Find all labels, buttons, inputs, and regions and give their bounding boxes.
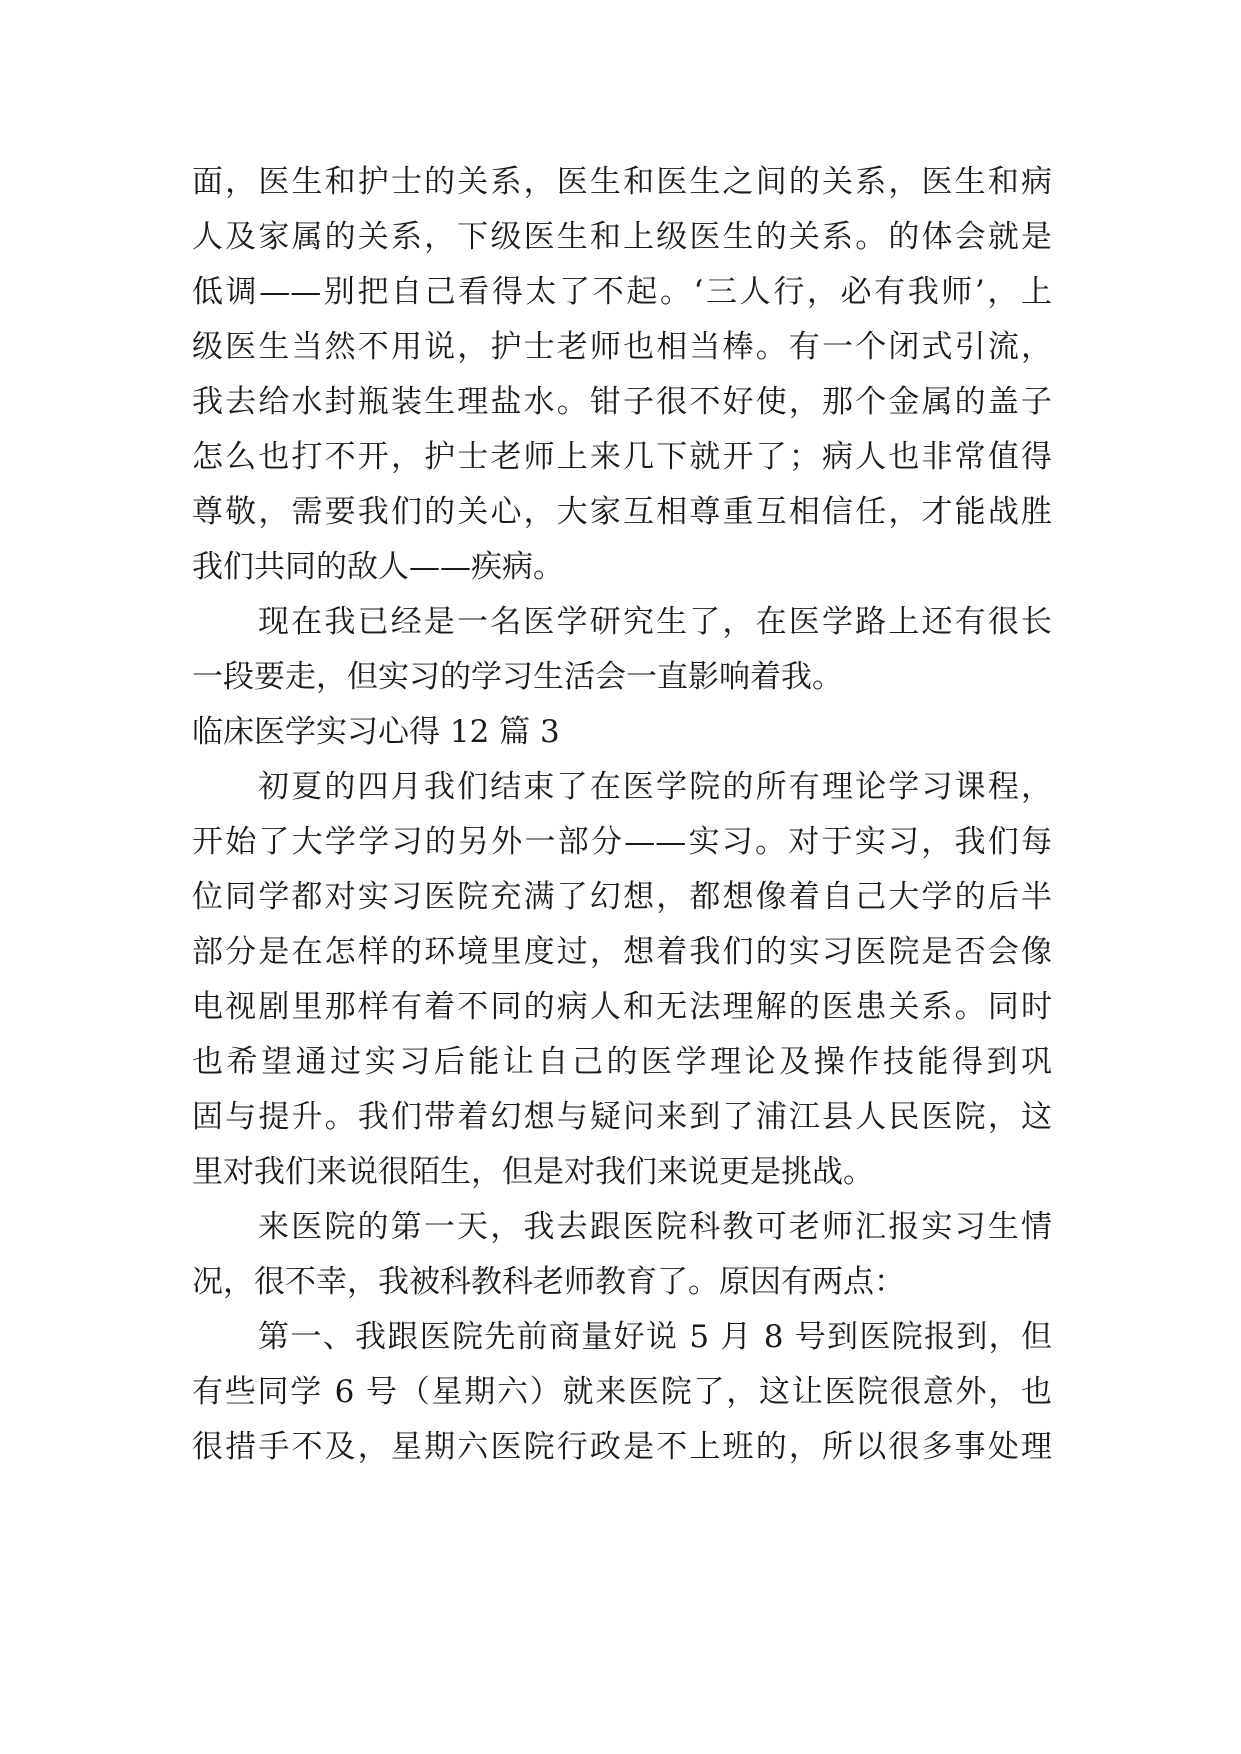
paragraph-first-line: 现在我已经是一名医学研究生了，在医学路上还有很长 [258, 604, 1052, 640]
paragraph-first-line: 来医院的第一天，我去跟医院科教可老师汇报实习生情 [258, 1209, 1052, 1245]
paragraph-first-line: 初夏的四月我们结束了在医学院的所有理论学习课程， [258, 769, 1052, 805]
paragraph-first-line: 第一、我跟医院先前商量好说 5 月 8 号到医院报到，但 [258, 1319, 1052, 1355]
text-line: 里对我们来说很陌生，但是对我们来说更是挑战。 [192, 1154, 874, 1190]
text-line: 面，医生和护士的关系，医生和医生之间的关系，医生和病 [192, 164, 1052, 200]
text-line: 固与提升。我们带着幻想与疑问来到了浦江县人民医院，这 [192, 1099, 1052, 1135]
text-line: 部分是在怎样的环境里度过，想着我们的实习医院是否会像 [192, 934, 1052, 970]
text-line: 尊敬，需要我们的关心，大家互相尊重互相信任，才能战胜 [192, 494, 1052, 530]
text-line: 位同学都对实习医院充满了幻想，都想像着自己大学的后半 [192, 879, 1052, 915]
text-line: 开始了大学学习的另外一部分——实习。对于实习，我们每 [192, 824, 1052, 860]
document-body [192, 155, 1052, 1475]
text-line: 也希望通过实习后能让自己的医学理论及操作技能得到巩 [192, 1044, 1052, 1080]
section-heading: 临床医学实习心得 12 篇 3 [192, 714, 560, 750]
text-line: 人及家属的关系，下级医生和上级医生的关系。的体会就是 [192, 219, 1052, 255]
text-line: 况，很不幸，我被科教科老师教育了。原因有两点： [192, 1264, 905, 1300]
text-line: 怎么也打不开，护士老师上来几下就开了；病人也非常值得 [192, 439, 1052, 475]
text-line: 电视剧里那样有着不同的病人和无法理解的医患关系。同时 [192, 989, 1052, 1025]
text-line: 有些同学 6 号（星期六）就来医院了，这让医院很意外，也 [192, 1374, 1052, 1410]
text-line: 一段要走，但实习的学习生活会一直影响着我。 [192, 659, 843, 695]
text-line: 很措手不及，星期六医院行政是不上班的，所以很多事处理 [192, 1429, 1052, 1465]
text-line: 低调——别把自己看得太了不起。‘三人行，必有我师’，上 [192, 274, 1052, 310]
text-line: 级医生当然不用说，护士老师也相当棒。有一个闭式引流， [192, 329, 1052, 365]
text-line: 我去给水封瓶装生理盐水。钳子很不好使，那个金属的盖子 [192, 384, 1052, 420]
text-line: 我们共同的敌人——疾病。 [192, 549, 564, 585]
